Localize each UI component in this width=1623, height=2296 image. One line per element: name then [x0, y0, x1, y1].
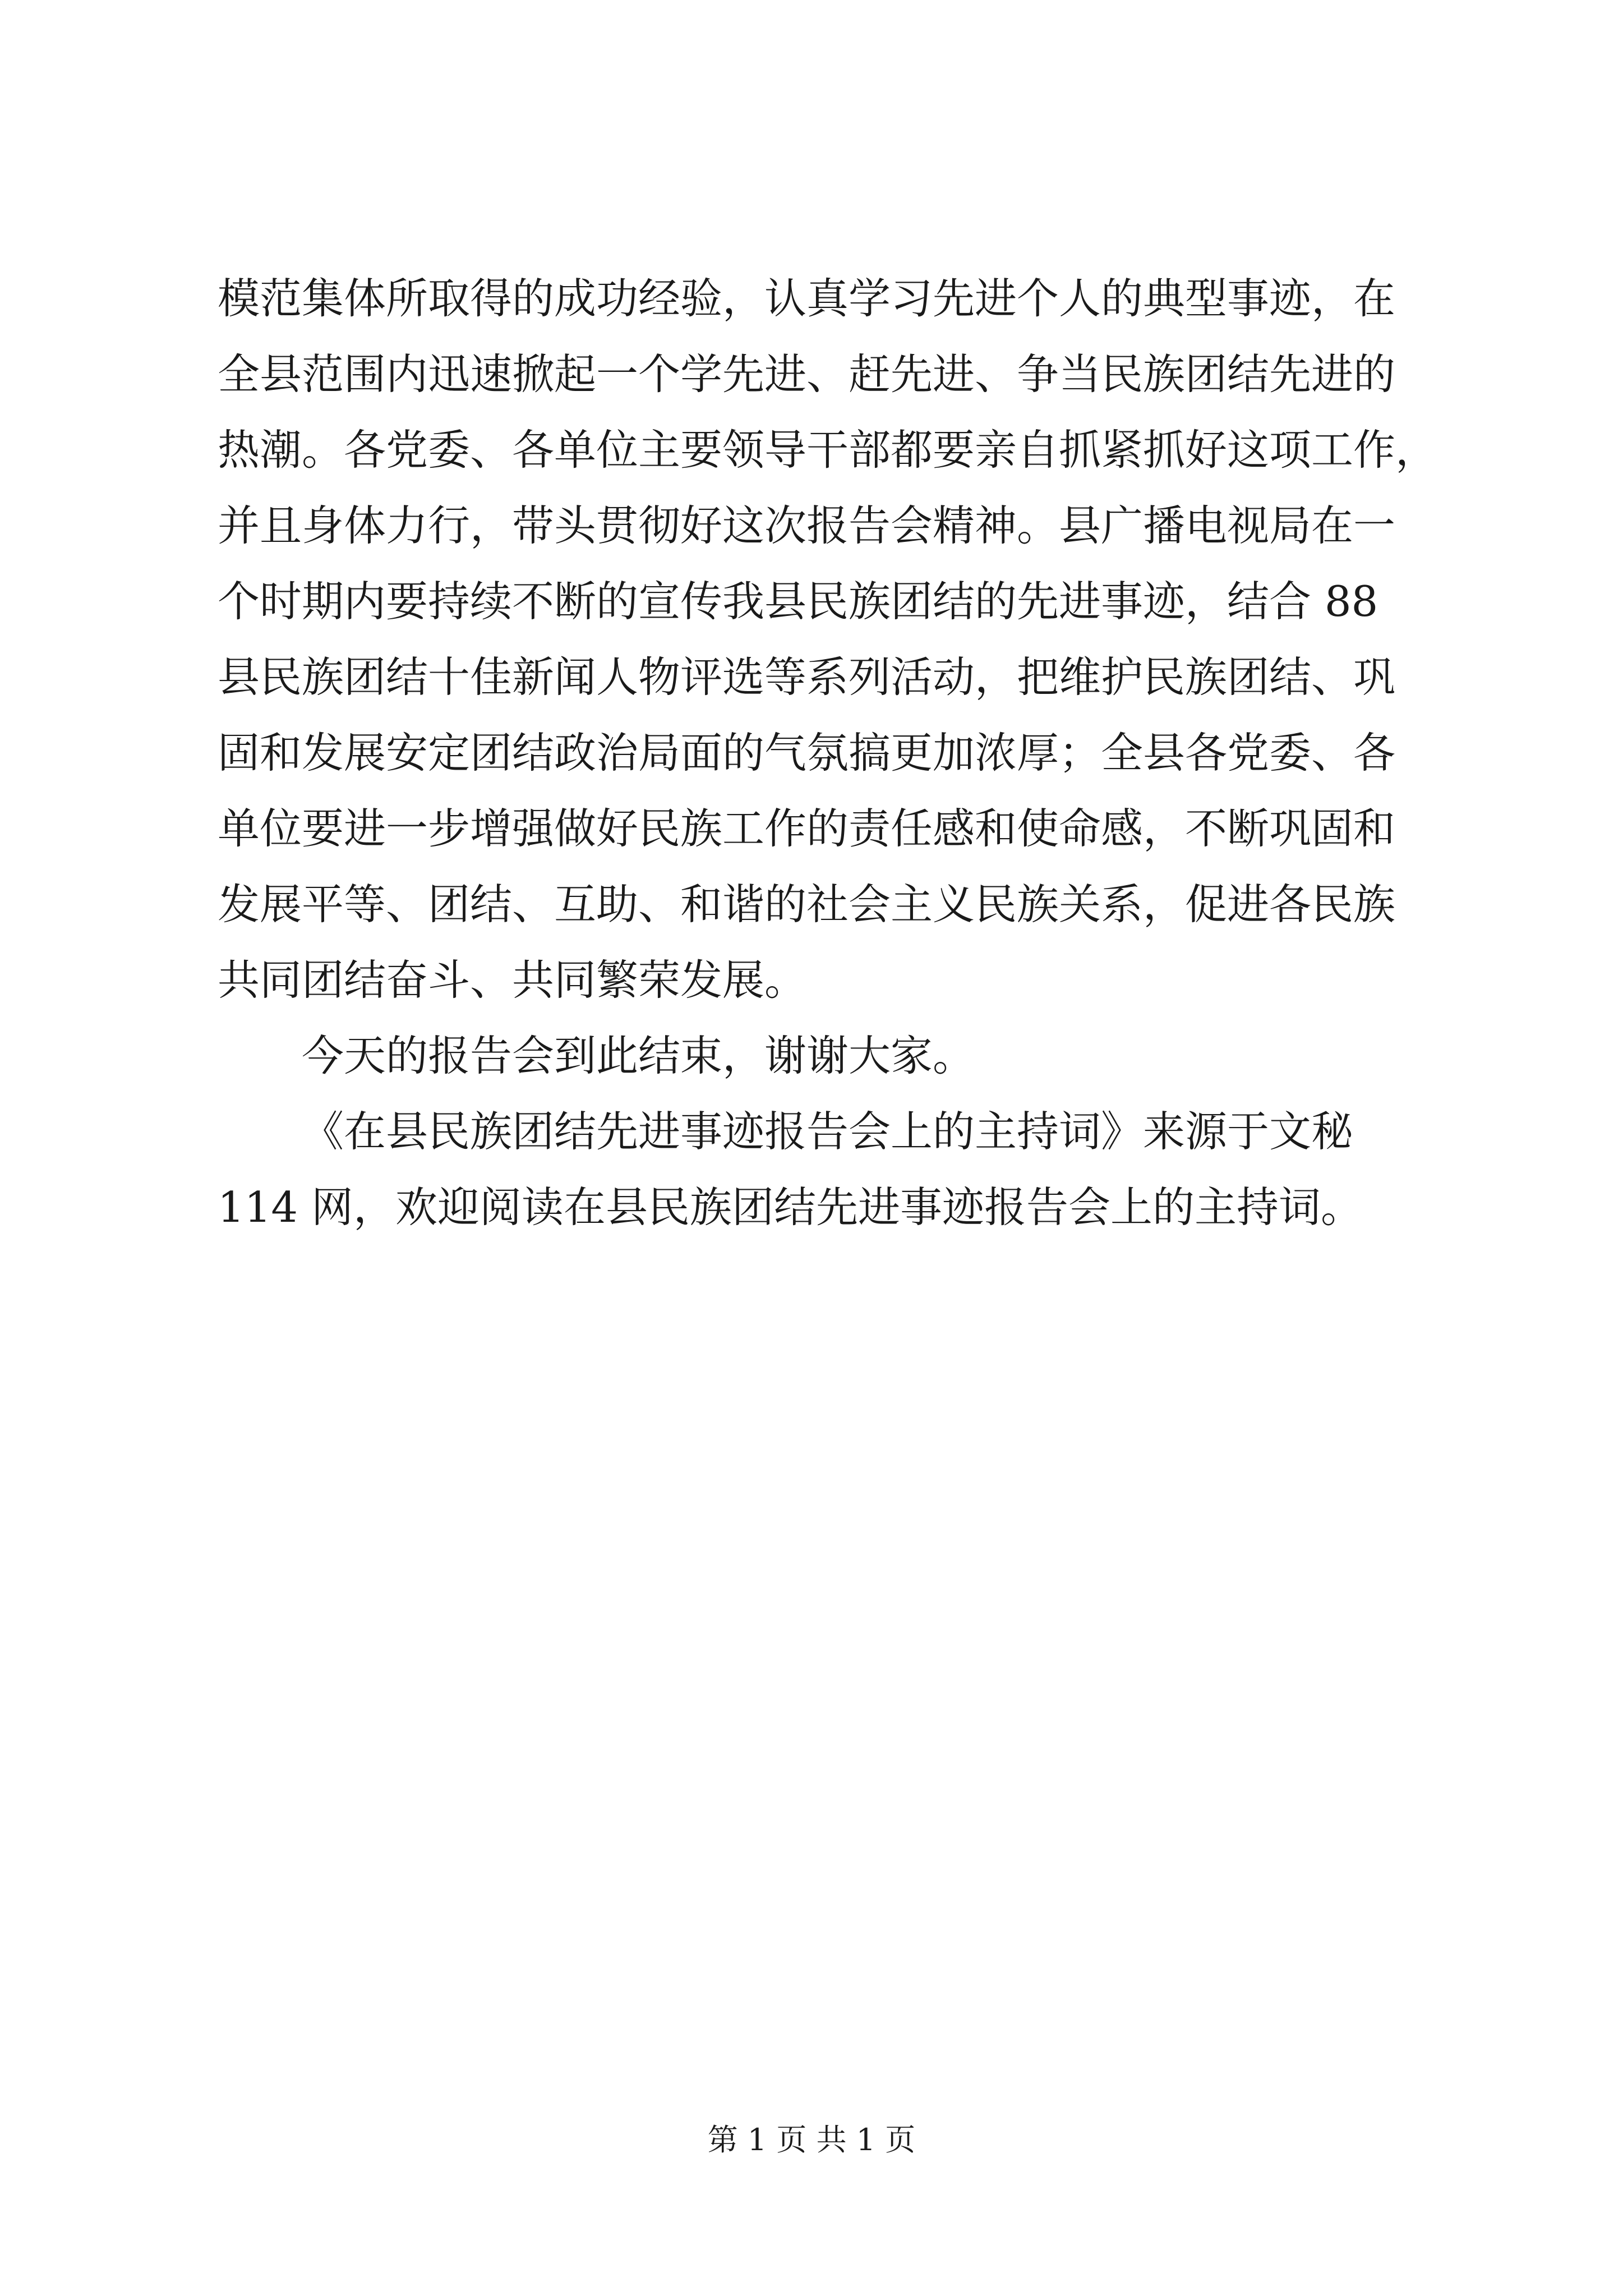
text-line: 个时期内要持续不断的宣传我县民族团结的先进事迹，结合 88	[218, 577, 1378, 626]
text-line: 并且身体力行，带头贯彻好这次报告会精神。县广播电视局在一	[218, 501, 1396, 550]
paragraph-thanks	[218, 1018, 1423, 1094]
paragraph-source-note	[218, 1094, 1423, 1245]
text-line: 模范集体所取得的成功经验，认真学习先进个人的典型事迹，在	[218, 274, 1396, 323]
text-line: 固和发展安定团结政治局面的气氛搞更加浓厚；全县各党委、各	[218, 728, 1396, 777]
text-line: 114 网，欢迎阅读在县民族团结先进事迹报告会上的主持词。	[218, 1182, 1363, 1232]
text-line: 发展平等、团结、互助、和谐的社会主义民族关系，促进各民族	[218, 880, 1396, 929]
text-line: 单位要进一步增强做好民族工作的责任感和使命感，不断巩固和	[218, 804, 1396, 853]
text-line: 全县范围内迅速掀起一个学先进、赶先进、争当民族团结先进的	[218, 349, 1396, 399]
text-line: 《在县民族团结先进事迹报告会上的主持词》来源于文秘	[302, 1107, 1354, 1156]
paragraph-closing-remarks	[218, 261, 1438, 1018]
text-line: 共同团结奋斗、共同繁荣发展。	[218, 955, 807, 1005]
page-number-footer: 第 1 页 共 1 页	[707, 2122, 916, 2157]
text-line: 热潮。各党委、各单位主要领导干部都要亲自抓紧抓好这项工作，	[218, 425, 1438, 475]
document-body	[218, 261, 1438, 1245]
text-line: 今天的报告会到此结束，谢谢大家。	[302, 1031, 975, 1080]
text-line: 县民族团结十佳新闻人物评选等系列活动，把维护民族团结、巩	[218, 652, 1396, 702]
